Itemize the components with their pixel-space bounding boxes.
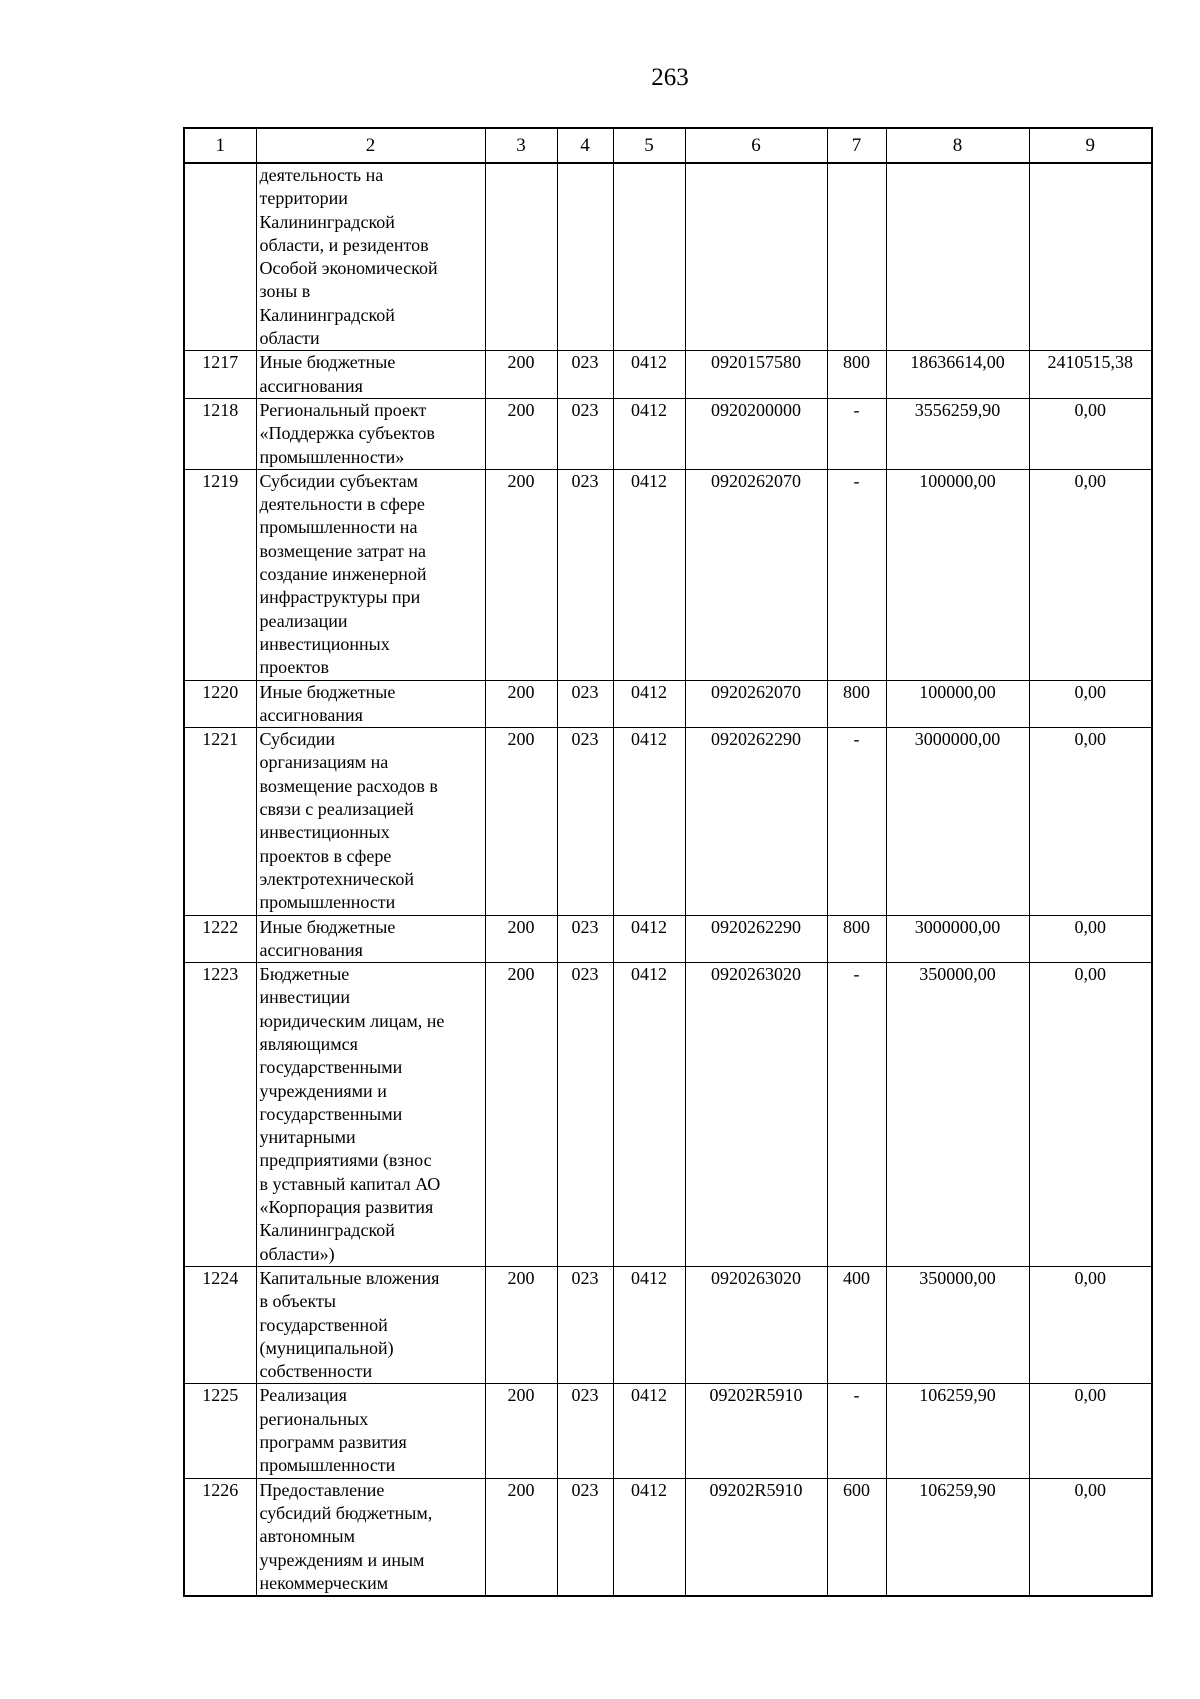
amount-cell-2 [1029, 163, 1152, 351]
column-header: 3 [485, 128, 557, 163]
description-cell [256, 915, 485, 963]
target-article-cell: 0920263020 [685, 1266, 827, 1383]
amount-cell: 100000,00 [886, 469, 1029, 680]
target-article-cell: 0920200000 [685, 398, 827, 469]
description-line: собственности [259, 1361, 373, 1382]
amount-cell-2: 2410515,38 [1029, 351, 1152, 399]
ministry-code-cell [485, 163, 557, 351]
description-cell [256, 469, 485, 680]
description-line: области [259, 328, 320, 349]
amount-cell: 106259,90 [886, 1384, 1029, 1478]
ministry-code-cell: 200 [485, 680, 557, 728]
subsection-code-cell: 0412 [613, 1384, 685, 1478]
expense-type-cell: - [827, 963, 886, 1267]
description-line: связи с реализацией [259, 799, 414, 820]
section-code-cell: 023 [557, 1266, 613, 1383]
description-line: промышленности [259, 1455, 396, 1476]
subsection-code-cell: 0412 [613, 963, 685, 1267]
amount-cell-2: 0,00 [1029, 1478, 1152, 1596]
description-line: являющимся [259, 1033, 358, 1054]
table-row [184, 915, 1152, 963]
expense-type-cell: 600 [827, 1478, 886, 1596]
column-header: 6 [685, 128, 827, 163]
table-row [184, 1384, 1152, 1478]
description-line: промышленности на [259, 517, 418, 538]
description-line: создание инженерной [259, 564, 427, 585]
expense-type-cell: 800 [827, 351, 886, 399]
description-line: инвестиционных [259, 633, 390, 654]
ministry-code-cell: 200 [485, 963, 557, 1267]
target-article-cell: 09202R5910 [685, 1478, 827, 1596]
description-line: проектов в сфере [259, 845, 392, 866]
description-line: Субсидии субъектам [259, 470, 419, 491]
description-line: деятельность на [259, 165, 384, 185]
amount-cell: 3000000,00 [886, 728, 1029, 915]
section-code-cell: 023 [557, 351, 613, 399]
row-number-cell: 1223 [184, 963, 256, 1267]
row-number-cell: 1220 [184, 680, 256, 728]
description-line: промышленности [259, 892, 396, 913]
row-number-cell: 1221 [184, 728, 256, 915]
description-line: (муниципальной) [259, 1337, 394, 1358]
description-line: Региональный проект [259, 399, 427, 420]
row-number-cell: 1219 [184, 469, 256, 680]
description-line: области») [259, 1243, 335, 1264]
column-header: 8 [886, 128, 1029, 163]
subsection-code-cell: 0412 [613, 680, 685, 728]
description-line: субсидий бюджетным, [259, 1502, 433, 1523]
ministry-code-cell: 200 [485, 1266, 557, 1383]
row-number-cell: 1225 [184, 1384, 256, 1478]
description-line: Предоставление [259, 1479, 385, 1500]
description-line: в объекты [259, 1291, 336, 1312]
column-header: 7 [827, 128, 886, 163]
target-article-cell: 0920263020 [685, 963, 827, 1267]
description-line: Иные бюджетные [259, 916, 396, 937]
description-line: государственной [259, 1314, 388, 1335]
ministry-code-cell: 200 [485, 1478, 557, 1596]
description-line: «Корпорация развития [259, 1197, 434, 1218]
description-line: промышленности» [259, 446, 405, 467]
row-number-cell: 1226 [184, 1478, 256, 1596]
section-code-cell: 023 [557, 728, 613, 915]
description-line: автономным [259, 1526, 355, 1547]
table-row [184, 963, 1152, 1267]
expense-type-cell: 800 [827, 680, 886, 728]
column-header: 5 [613, 128, 685, 163]
subsection-code-cell: 0412 [613, 728, 685, 915]
column-header: 9 [1029, 128, 1152, 163]
target-article-cell: 09202R5910 [685, 1384, 827, 1478]
description-line: Иные бюджетные [259, 352, 396, 373]
description-line: инвестиции [259, 987, 350, 1008]
description-line: возмещение затрат на [259, 540, 426, 561]
description-line: Особой экономической [259, 258, 438, 279]
target-article-cell: 0920262070 [685, 680, 827, 728]
table-row [184, 1266, 1152, 1383]
table-row [184, 398, 1152, 469]
amount-cell-2: 0,00 [1029, 398, 1152, 469]
row-number-cell: 1217 [184, 351, 256, 399]
subsection-code-cell [613, 163, 685, 351]
description-line: региональных [259, 1408, 369, 1429]
expense-type-cell: 800 [827, 915, 886, 963]
section-code-cell: 023 [557, 1384, 613, 1478]
section-code-cell: 023 [557, 680, 613, 728]
expense-type-cell: - [827, 469, 886, 680]
table-row [184, 680, 1152, 728]
description-line: Субсидии [259, 729, 336, 750]
section-code-cell: 023 [557, 469, 613, 680]
table-row [184, 1478, 1152, 1596]
table-body [184, 163, 1152, 1596]
ministry-code-cell: 200 [485, 351, 557, 399]
amount-cell: 100000,00 [886, 680, 1029, 728]
description-line: области, и резидентов [259, 234, 429, 255]
description-line: зоны в [259, 281, 311, 302]
page-number: 263 [651, 64, 689, 91]
subsection-code-cell: 0412 [613, 351, 685, 399]
row-number-cell: 1218 [184, 398, 256, 469]
amount-cell-2: 0,00 [1029, 1266, 1152, 1383]
description-line: инвестиционных [259, 822, 390, 843]
ministry-code-cell: 200 [485, 915, 557, 963]
description-line: унитарными [259, 1127, 356, 1148]
subsection-code-cell: 0412 [613, 469, 685, 680]
amount-cell-2: 0,00 [1029, 469, 1152, 680]
budget-table [183, 127, 1153, 1597]
ministry-code-cell: 200 [485, 398, 557, 469]
row-number-cell [184, 163, 256, 351]
description-line: ассигнования [259, 375, 363, 396]
target-article-cell: 0920262290 [685, 915, 827, 963]
ministry-code-cell: 200 [485, 728, 557, 915]
description-cell [256, 163, 485, 351]
description-line: некоммерческим [259, 1572, 389, 1593]
subsection-code-cell: 0412 [613, 1266, 685, 1383]
description-line: в уставный капитал АО [259, 1173, 441, 1194]
target-article-cell: 0920262070 [685, 469, 827, 680]
amount-cell: 3556259,90 [886, 398, 1029, 469]
table-row [184, 351, 1152, 399]
expense-type-cell: - [827, 1384, 886, 1478]
description-line: проектов [259, 657, 329, 678]
amount-cell: 18636614,00 [886, 351, 1029, 399]
description-line: юридическим лицам, не [259, 1010, 445, 1031]
description-cell [256, 680, 485, 728]
description-line: территории [259, 188, 348, 209]
amount-cell: 106259,90 [886, 1478, 1029, 1596]
description-line: ассигнования [259, 704, 363, 725]
description-line: деятельности в сфере [259, 494, 425, 515]
section-code-cell: 023 [557, 1478, 613, 1596]
description-line: Калининградской [259, 304, 395, 325]
description-line: Калининградской [259, 211, 395, 232]
description-line: Бюджетные [259, 964, 350, 985]
description-line: учреждениями и [259, 1080, 387, 1101]
expense-type-cell: 400 [827, 1266, 886, 1383]
section-code-cell: 023 [557, 398, 613, 469]
description-line: реализации [259, 610, 348, 631]
amount-cell-2: 0,00 [1029, 1384, 1152, 1478]
expense-type-cell: - [827, 398, 886, 469]
subsection-code-cell: 0412 [613, 915, 685, 963]
subsection-code-cell: 0412 [613, 1478, 685, 1596]
description-line: учреждениям и иным [259, 1549, 425, 1570]
row-number-cell: 1222 [184, 915, 256, 963]
amount-cell: 350000,00 [886, 963, 1029, 1267]
expense-type-cell: - [827, 728, 886, 915]
subsection-code-cell: 0412 [613, 398, 685, 469]
amount-cell: 350000,00 [886, 1266, 1029, 1383]
target-article-cell: 0920262290 [685, 728, 827, 915]
description-cell [256, 728, 485, 915]
description-line: «Поддержка субъектов [259, 423, 435, 444]
section-code-cell: 023 [557, 915, 613, 963]
description-cell [256, 1384, 485, 1478]
description-line: государственными [259, 1103, 403, 1124]
description-cell [256, 963, 485, 1267]
ministry-code-cell: 200 [485, 469, 557, 680]
ministry-code-cell: 200 [485, 1384, 557, 1478]
description-line: ассигнования [259, 939, 363, 960]
description-line: инфраструктуры при [259, 587, 421, 608]
column-header: 1 [184, 128, 256, 163]
section-code-cell [557, 163, 613, 351]
description-cell [256, 351, 485, 399]
amount-cell-2: 0,00 [1029, 915, 1152, 963]
description-cell [256, 398, 485, 469]
section-code-cell: 023 [557, 963, 613, 1267]
row-number-cell: 1224 [184, 1266, 256, 1383]
target-article-cell [685, 163, 827, 351]
description-line: Калининградской [259, 1220, 395, 1241]
target-article-cell: 0920157580 [685, 351, 827, 399]
description-line: государственными [259, 1057, 403, 1078]
amount-cell-2: 0,00 [1029, 963, 1152, 1267]
description-line: возмещение расходов в [259, 775, 438, 796]
description-line: программ развития [259, 1432, 407, 1453]
column-header: 2 [256, 128, 485, 163]
description-line: Капитальные вложения [259, 1267, 440, 1288]
amount-cell [886, 163, 1029, 351]
amount-cell-2: 0,00 [1029, 728, 1152, 915]
description-cell [256, 1478, 485, 1596]
expense-type-cell [827, 163, 886, 351]
table-header-row [184, 128, 1152, 163]
table-row [184, 163, 1152, 351]
description-line: организациям на [259, 752, 389, 773]
amount-cell-2: 0,00 [1029, 680, 1152, 728]
description-line: предприятиями (взнос [259, 1150, 432, 1171]
table-row [184, 469, 1152, 680]
description-line: Реализация [259, 1385, 347, 1406]
description-line: электротехнической [259, 868, 415, 889]
column-header: 4 [557, 128, 613, 163]
amount-cell: 3000000,00 [886, 915, 1029, 963]
description-line: Иные бюджетные [259, 681, 396, 702]
table-row [184, 728, 1152, 915]
description-cell [256, 1266, 485, 1383]
